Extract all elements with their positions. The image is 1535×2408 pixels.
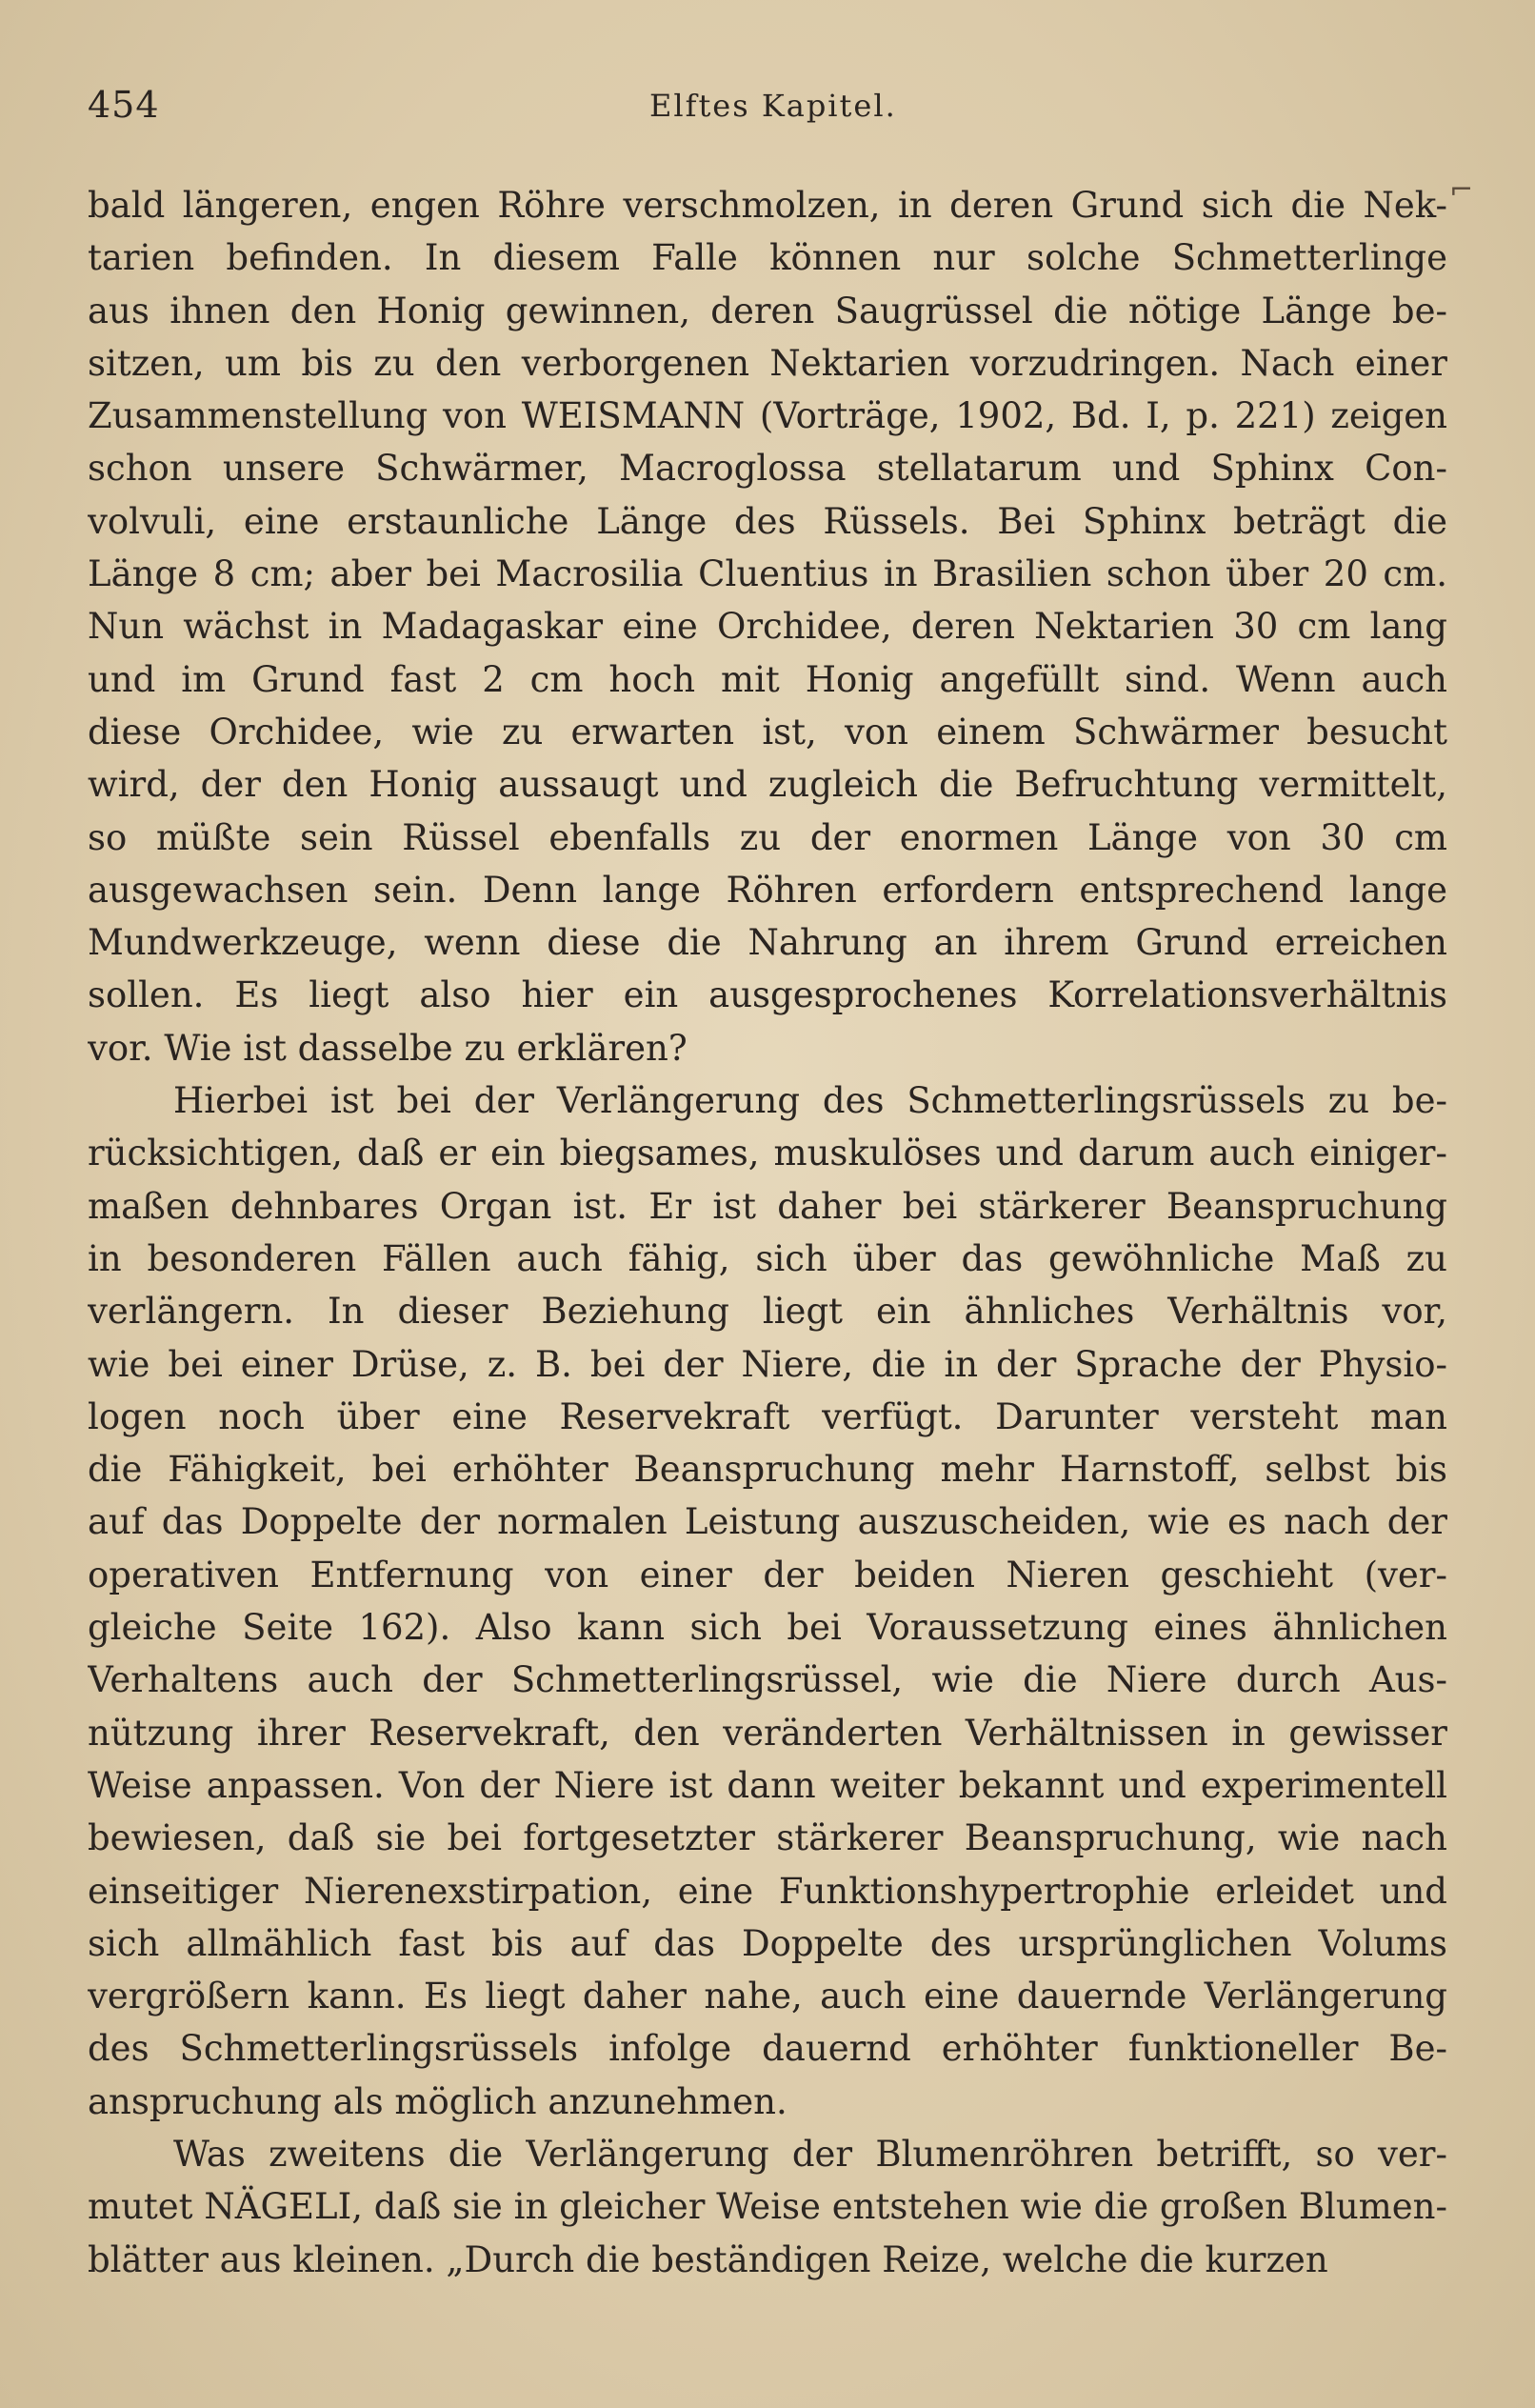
paragraph (88, 179, 1447, 1074)
text-line: maßen dehnbares Organ ist. Er ist daher bei stärkerer Beanspruchung (88, 1185, 1447, 1227)
text-line: gleiche Seite 162). Also kann sich bei Voraussetzung eines ähnlichen (88, 1607, 1447, 1649)
text-line: verlängern. In dieser Beziehung liegt ein ähnliches Verhältnis vor, (88, 1291, 1447, 1333)
text-line: vergrößern kann. Es liegt daher nahe, auch eine dauernde Verlängerung (88, 1976, 1447, 2017)
text-line: bald längeren, engen Röhre verschmolzen, in deren Grund sich die Nek- (88, 185, 1447, 226)
text-line: sich allmählich fast bis auf das Doppelte des ursprünglichen Volums (88, 1922, 1447, 1964)
text-line: tarien befinden. In diesem Falle können nur solche Schmetterlinge (88, 237, 1447, 279)
text-line: einseitiger Nierenexstirpation, eine Funktionshypertrophie erleidet und (88, 1870, 1447, 1912)
text-line: operativen Entfernung von einer der beiden Nieren geschieht (ver- (88, 1554, 1447, 1595)
body-text (88, 179, 1447, 2286)
text-line: anspruchung als möglich anzunehmen. (88, 2080, 787, 2122)
text-line: schon unsere Schwärmer, Macroglossa stellatarum und Sphinx Con- (88, 448, 1447, 490)
text-line: diese Orchidee, wie zu erwarten ist, von einem Schwärmer besucht (88, 711, 1447, 752)
text-line: des Schmetterlingsrüssels infolge dauernd erhöhter funktioneller Be- (88, 2028, 1447, 2070)
text-line: sitzen, um bis zu den verborgenen Nektarien vorzudringen. Nach einer (88, 342, 1447, 384)
text-line: in besonderen Fällen auch fähig, sich über das gewöhnliche Maß zu (88, 1237, 1447, 1279)
text-line: Verhaltens auch der Schmetterlingsrüssel, wie die Niere durch Aus- (88, 1659, 1447, 1701)
text-line: Weise anpassen. Von der Niere ist dann weiter bekannt und experimentell (88, 1764, 1447, 1806)
text-line: nützung ihrer Reservekraft, den veränderten Verhältnissen in gewisser (88, 1712, 1447, 1754)
text-line: mutet NÄGELI, daß sie in gleicher Weise entstehen wie die großen Blumen- (88, 2186, 1447, 2228)
page-number: 454 (88, 84, 160, 126)
paragraph (88, 2128, 1447, 2286)
text-line: logen noch über eine Reservekraft verfügt. Darunter versteht man (88, 1395, 1447, 1437)
text-line: sollen. Es liegt also hier ein ausgesprochenes Korrelationsverhältnis (88, 974, 1447, 1016)
running-head: Elftes Kapitel. (649, 88, 897, 124)
text-line: blätter aus kleinen. „Durch die beständigen Reize, welche die kurzen (88, 2238, 1328, 2280)
margin-mark: ⌐ (1449, 173, 1474, 207)
text-line: Länge 8 cm; aber bei Macrosilia Cluentius in Brasilien schon über 20 cm. (88, 553, 1447, 595)
text-line: die Fähigkeit, bei erhöhter Beanspruchung mehr Harnstoff, selbst bis (88, 1449, 1447, 1491)
text-line: Mundwerkzeuge, wenn diese die Nahrung an ihrem Grund erreichen (88, 922, 1447, 964)
text-line: Hierbei ist bei der Verlängerung des Schmetterlingsrüssels zu be- (173, 1080, 1447, 1122)
text-line: rücksichtigen, daß er ein biegsames, muskulöses und darum auch einiger- (88, 1133, 1447, 1174)
text-line: und im Grund fast 2 cm hoch mit Honig angefüllt sind. Wenn auch (88, 658, 1447, 700)
text-line: wird, der den Honig aussaugt und zugleich die Befruchtung vermittelt, (88, 764, 1447, 806)
text-line: Nun wächst in Madagaskar eine Orchidee, deren Nektarien 30 cm lang (88, 606, 1447, 648)
text-line: so müßte sein Rüssel ebenfalls zu der enormen Länge von 30 cm (88, 816, 1447, 858)
text-line: Was zweitens die Verlängerung der Blumenröhren betrifft, so ver- (173, 2133, 1447, 2175)
text-line: wie bei einer Drüse, z. B. bei der Niere, die in der Sprache der Physio- (88, 1343, 1447, 1385)
text-line: volvuli, eine erstaunliche Länge des Rüssels. Bei Sphinx beträgt die (88, 500, 1447, 542)
text-line: vor. Wie ist dasselbe zu erklären? (88, 1027, 688, 1069)
text-line: bewiesen, daß sie bei fortgesetzter stärkerer Beanspruchung, wie nach (88, 1817, 1447, 1859)
page-header (88, 84, 1447, 131)
text-line: ausgewachsen sein. Denn lange Röhren erfordern entsprechend lange (88, 869, 1447, 911)
text-line: auf das Doppelte der normalen Leistung auszuscheiden, wie es nach der (88, 1501, 1447, 1543)
text-line: aus ihnen den Honig gewinnen, deren Saugrüssel die nötige Länge be- (88, 290, 1447, 331)
text-line: Zusammenstellung von WEISMANN (Vorträge, 1902, Bd. I, p. 221) zeigen (88, 395, 1447, 437)
paragraph (88, 1074, 1447, 2128)
